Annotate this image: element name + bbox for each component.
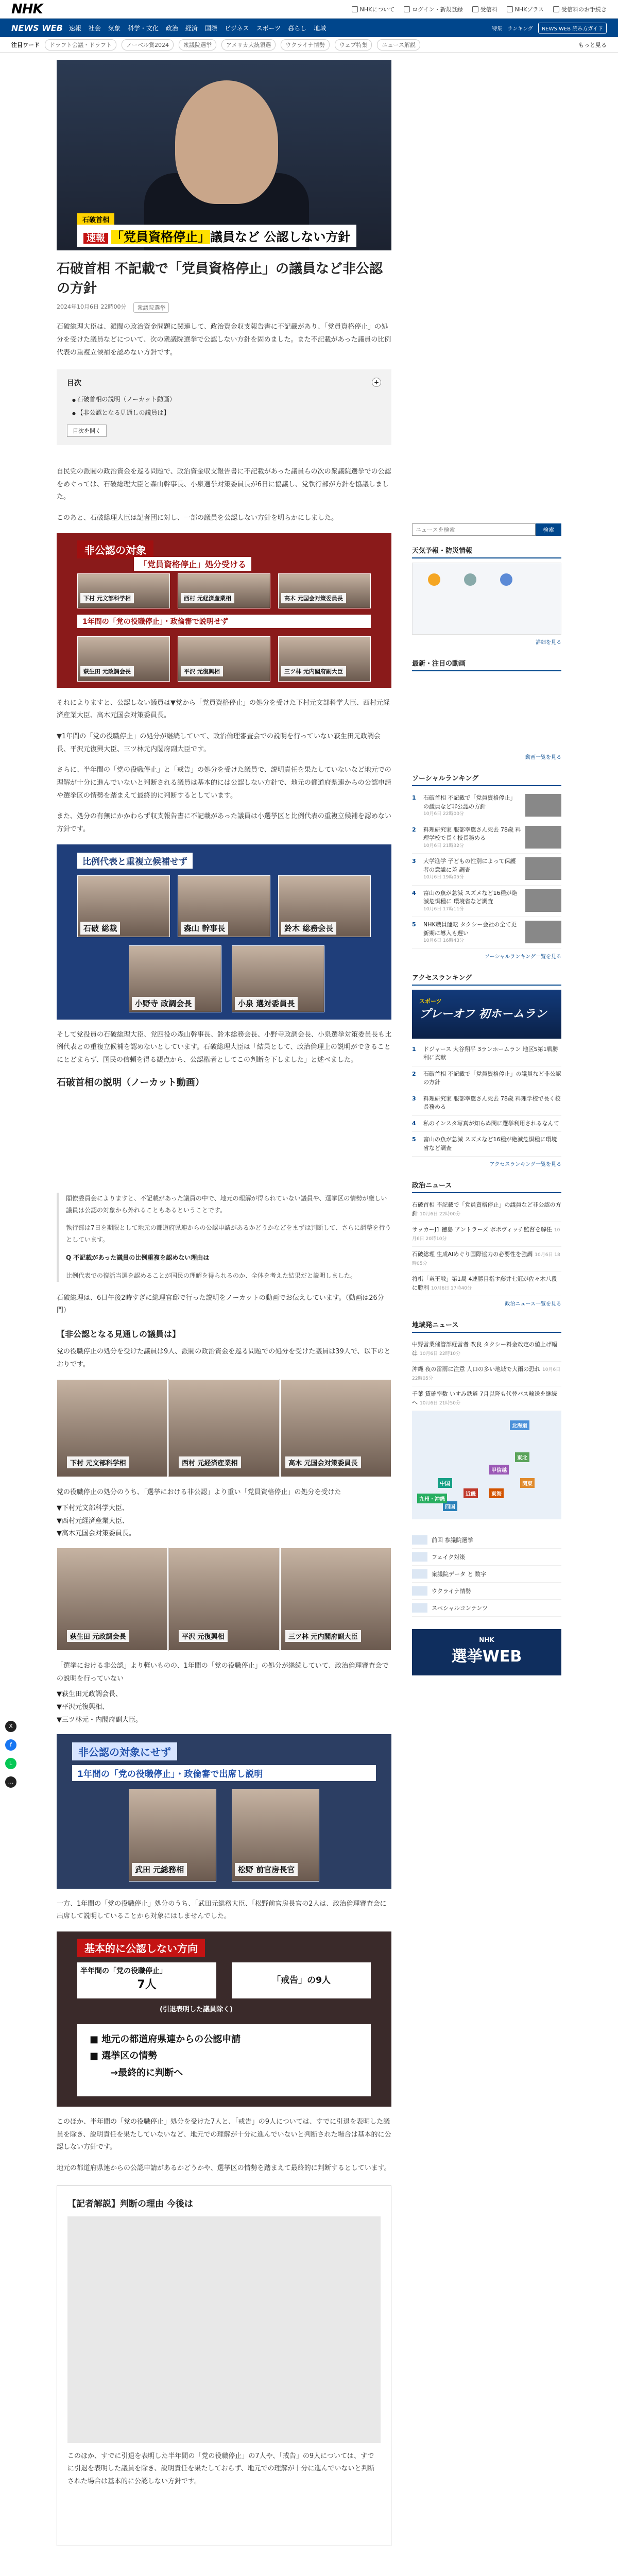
nav-item[interactable]: 地域 (314, 24, 327, 32)
map-region[interactable]: 四国 (443, 1501, 457, 1511)
policy-box-left: 半年間の「党の役職停止」 7人 (77, 1962, 216, 1998)
paragraph: このほか、半年間の「党の役職停止」処分を受けた7人と、「戒告」の9人については、すでに引退を表明した議員を除き、説明責任を果たしていないなど、地元での理解が十分に進んでいないと判断された場合は基本的に公認しない方針です。 (57, 2117, 391, 2151)
ranking-item[interactable]: 1 石破首相 不記載で「党員資格停止」の議員など非公認の方針 10月6日 22時00分 (412, 790, 561, 822)
link-icon (412, 1603, 427, 1613)
header-link-fee[interactable]: 受信料 (472, 5, 497, 13)
map-region[interactable]: 東北 (515, 1452, 529, 1462)
main-nav (0, 19, 618, 37)
paragraph: 「選挙における非公認」より軽いものの、1年間の「党の役職停止」の処分が継続していて、政治倫理審査会での説明を行っていない (57, 1662, 389, 1683)
graphic-subtitle: 「党員資格停止」処分受ける (134, 557, 251, 571)
ranking-item[interactable]: 3 料理研究家 服部幸應さん死去 78歳 料理学校で長く校長務める (412, 1091, 561, 1116)
news-item[interactable]: 千葉 賃確率数 いすみ鉄道 7月以降も代替バス輸送を継続へ 10月6日 21時50分 (412, 1386, 561, 1411)
article-date: 2024年10月6日 22時00分 (57, 303, 127, 311)
list-item: ▼西村元経済産業大臣、 (57, 1517, 129, 1525)
politics-news (412, 1180, 561, 1307)
section-heading: アクセスランキング (412, 972, 561, 986)
access-banner[interactable]: スポーツ プレーオフ 初ホームラン (412, 990, 561, 1039)
special-link[interactable]: 衆議院データ と 数字 (412, 1566, 561, 1583)
hero-caption-small: 石破首相 (77, 213, 114, 225)
video-player[interactable] (57, 1097, 391, 1184)
graphic-title: 非公認の対象にせず (72, 1742, 177, 1760)
special-link[interactable]: スペシャルコンテンツ (412, 1600, 561, 1617)
sidebar (412, 60, 561, 2546)
video-list (412, 675, 561, 753)
name-label: 下村 元文部科学相 (67, 1456, 129, 1468)
name-label: 武田 元総務相 (132, 1863, 187, 1876)
thumbnail (525, 889, 561, 912)
photo-group (57, 1548, 391, 1651)
quote-text: 閣僚委員会によりますと、不記載があった議員の中で、地元の理解が得られていない議員や、選挙区の情勢が厳しい議員は公認の対象から外れることもあるということです。 (66, 1194, 387, 1214)
nav-item[interactable]: 経済 (185, 24, 198, 32)
paragraph: 石破総理大臣は、派閥の政治資金問題に関連して、政治資金収支報告書に不記載があり、「党員資格停止」の処分を受けた議員などについて、次の衆議院選挙で公認しない方針を固めました。また不記載があった議員の比例代表の重複立候補を認めない方針です。 (57, 323, 391, 357)
ranking-item[interactable]: 5 NHK職員運転 タクシー会社の全て更新期に導入も遅い 10月6日 16時43分 (412, 917, 561, 949)
info-icon (352, 6, 358, 12)
thumbnail (525, 921, 561, 943)
access-ranking (412, 972, 561, 1168)
map-region[interactable]: 関東 (520, 1478, 535, 1488)
quote-block (57, 1193, 391, 1282)
hero-image (57, 60, 391, 250)
play-icon (507, 6, 513, 12)
name-label: 森山 幹事長 (181, 922, 228, 935)
special-link[interactable]: ウクライナ情勢 (412, 1583, 561, 1600)
trend-tag[interactable]: ドラフト会議・ドラフト (45, 39, 116, 50)
special-link[interactable]: フェイク対策 (412, 1549, 561, 1566)
more-link[interactable]: アクセスランキング一覧を見る (489, 1162, 561, 1167)
nav-right (492, 23, 607, 33)
quote-text: 執行部は7日を期限として地元の都道府県連からの公認申請があるかどうかなどをまずは判断して、さらに調整を行うとしています。 (66, 1224, 391, 1244)
section-heading: 【非公認となる見通しの議員は】 (57, 1329, 181, 1339)
nav-item[interactable]: 国際 (204, 24, 217, 32)
more-link[interactable]: 動画一覧を見る (525, 755, 561, 760)
name-label: 鈴木 総務会長 (281, 922, 336, 935)
paragraph: 石破総理は、6日午後2時すぎに総理官邸で行った説明をノーカットの動画でお伝えしています。（動画は26分間） (57, 1294, 384, 1315)
search-button[interactable]: 検索 (536, 523, 561, 536)
top-header (0, 0, 618, 19)
map-region[interactable]: 東海 (489, 1488, 504, 1498)
nav-item[interactable]: ビジネス (224, 24, 249, 32)
header-link-login[interactable]: ログイン・新規登録 (404, 5, 462, 13)
latest-video-section (412, 658, 561, 760)
toc-item[interactable]: ● 【非公認となる見通しの議員は】 (72, 406, 381, 419)
trend-more[interactable]: もっと見る (578, 41, 607, 48)
ranking-item[interactable]: 2 石破首相 不記載で「党員資格停止」の議員など非公認の方針 (412, 1066, 561, 1091)
trend-bar (0, 37, 618, 53)
paragraph: さらに、半年間の「党の役職停止」と「戒告」の処分を受けた議員で、説明責任を果たしていないなど地元での理解が十分に進んでいないと判断される議員は基本的には公認しない方針で、地元の都道府県連からの公認申請や選挙区の情勢を踏まえて最終的に判断するとしています。 (57, 766, 391, 800)
weather-widget[interactable] (412, 563, 561, 635)
graphic-duplicate (57, 844, 391, 1020)
name-label: 平沢 元復興相 (181, 666, 223, 676)
nav-item[interactable]: スポーツ (256, 24, 281, 32)
map-region[interactable]: 九州・沖縄 (417, 1494, 447, 1503)
nav-item[interactable]: 社会 (88, 24, 101, 32)
nav-special[interactable]: 特集 (492, 26, 503, 32)
name-label: 三ツ林 元内閣府副大臣 (281, 666, 346, 676)
article-title: 石破首相 不記載で「党員資格停止」の議員など非公認の方針 (57, 261, 383, 296)
list-item: ▼下村元文部科学大臣、 (57, 1504, 129, 1513)
list-item: ▼萩生田元政調会長、 (57, 1690, 122, 1699)
paragraph: 一方、1年間の「党の役職停止」処分のうち、「武田元総務大臣、「松野前官房長官の2人は、政治倫理審査会に出席して説明していることから対象にはしませんでした。 (57, 1900, 387, 1921)
paragraph: 党の役職停止の処分のうち、「選挙における非公認」より重い「党員資格停止」の処分を受けた (57, 1488, 341, 1497)
special-link[interactable]: 前回 参議院選挙 (412, 1532, 561, 1549)
ranking-item[interactable]: 1 ドジャース 大谷翔平 3ランホームラン 地区S第1戦勝利に貢献 (412, 1042, 561, 1066)
header-link-procedure[interactable]: 受信料のお手続き (553, 5, 607, 13)
ranking-item[interactable]: 4 私のインスタ写真が知らぬ間に選挙利用されるなんて (412, 1116, 561, 1132)
more-link[interactable]: 詳細を見る (536, 640, 561, 646)
graphic-title: 非公認の対象 (77, 540, 153, 558)
trend-tag[interactable]: 衆議院選挙 (179, 39, 216, 50)
name-label: 高木 元国会対策委員長 (285, 1456, 361, 1468)
graphic-policy (57, 1931, 391, 2107)
plus-icon[interactable]: + (372, 378, 381, 387)
trend-tag[interactable]: アメリカ大統領選 (221, 39, 276, 50)
paragraph: それによりますと、公認しない議員は▼党から「党員資格停止」の処分を受けた下村元文部科学大臣、西村元経済産業大臣、高木元国会対策委員長。 (57, 699, 390, 720)
cloud-icon (464, 573, 476, 586)
line-share-icon[interactable]: L (5, 1758, 16, 1769)
paragraph: 自民党の派閥の政治資金を巡る問題で、政治資金収支報告書に不記載があった議員らの次の衆議院選挙での公認をめぐっては、石破総理大臣と森山幹事長、小泉選挙対策委員長が6日に協議し、党執行部が方針を協議しました。 (57, 467, 391, 501)
user-icon (404, 6, 410, 12)
link-icon (412, 1586, 427, 1596)
news-item[interactable]: 石破首相 不記載で「党員資格停止」の議員など非公認の方針 10月6日 22時00分 (412, 1197, 561, 1222)
more-link[interactable]: 政治ニュース一覧を見る (505, 1301, 561, 1307)
ranking-item[interactable]: 3 大学進学 子どもの性別によって保護者の意識に差 調査 10月6日 19時05分 (412, 854, 561, 886)
social-ranking (412, 773, 561, 960)
nav-item[interactable]: 速報 (68, 24, 81, 32)
link-icon (412, 1535, 427, 1545)
x-share-icon[interactable]: X (5, 1721, 16, 1732)
graphic-not-target (57, 1734, 391, 1889)
sun-icon (428, 573, 440, 586)
trend-tag[interactable]: ウクライナ情勢 (281, 39, 330, 50)
nav-guide[interactable]: NEWS WEB 読み方ガイド (538, 23, 607, 33)
section-heading: 地域発ニュース (412, 1319, 561, 1333)
policy-criteria: ■ 地元の都道府県連からの公認申請 ■ 選挙区の情勢 →最終的に判断へ (77, 2024, 371, 2096)
article (57, 60, 391, 2546)
trend-tag[interactable]: ノーベル賞2024 (122, 39, 174, 50)
list-item: ▼平沢元復興相、 (57, 1703, 109, 1711)
news-item[interactable]: 石破総理 生成AIめぐり国際協力の必要性を強調 10月6日 18時05分 (412, 1247, 561, 1272)
nav-item[interactable]: 政治 (165, 24, 178, 32)
graphic-note: (引退表明した議員除く) (160, 2005, 233, 2013)
nav-item[interactable]: 気象 (108, 24, 121, 32)
header-link-plus[interactable]: NHKプラス (507, 5, 544, 13)
election-banner[interactable]: NHK 選挙WEB (412, 1629, 561, 1675)
name-label: 松野 前官房長官 (235, 1863, 298, 1876)
map-region[interactable]: 近畿 (464, 1488, 478, 1498)
list-item: ▼高木元国会対策委員長。 (57, 1530, 135, 1538)
ranking-item[interactable]: 5 富山の魚が急減 スズメなど16種が絶滅危惧種に環境省など調査 (412, 1132, 561, 1157)
article-tag[interactable]: 衆議院選挙 (133, 302, 169, 313)
japan-map (412, 1411, 561, 1519)
newsweb-logo[interactable]: NEWS WEB (11, 23, 63, 33)
list-item: ▼三ツ林元・内閣府副大臣。 (57, 1716, 142, 1724)
quote-question: Q 不記載があった議員の比例重複を認めない理由は (66, 1254, 210, 1261)
name-list (57, 1688, 391, 1726)
section-heading: 天気予報・防災情報 (412, 545, 561, 558)
table-of-contents (57, 369, 391, 445)
weather-section (412, 545, 561, 646)
toc-open-button[interactable]: 目次を開く (67, 425, 107, 437)
policy-box-right: 「戒告」の9人 (232, 1962, 371, 1998)
section-heading: 政治ニュース (412, 1180, 561, 1193)
facebook-share-icon[interactable]: f (5, 1739, 16, 1751)
ranking-item[interactable]: 4 富山の魚が急減 スズメなど16種が絶滅危惧種に 環境省など調査 10月6日 17時11分 (412, 886, 561, 918)
news-item[interactable]: サッカーJ1 徳島 アントラーズ ポポヴィッチ監督を解任 10月6日 20時10分 (412, 1222, 561, 1247)
quote-text: 比例代表での復活当選を認めることが国民の理解を得られるのか、全体を考えた結果だと説明しました。 (66, 1272, 357, 1279)
graphic-banner: 比例代表と重複立候補せず (77, 853, 193, 869)
news-item[interactable]: 沖縄 夜の雷雨に注意 人口の多い地域で大雨の恐れ 10月6日 22時05分 (412, 1362, 561, 1386)
photo-group (57, 1379, 391, 1477)
news-item[interactable]: 中野営業催管部経営者 改良 タクシー料金改定の値上げ幅は 10月6日 22時10分 (412, 1337, 561, 1362)
more-share-icon[interactable]: … (5, 1776, 16, 1788)
graphic-banner: 1年間の「党の役職停止」・政倫審で出席し説明 (72, 1765, 376, 1781)
doc-icon (553, 6, 559, 12)
trend-tag[interactable]: ウェブ特集 (335, 39, 372, 50)
paragraph: 地元の都道府県連からの公認申請があるかどうかや、選挙区の情勢を踏まえて最終的に判断するとしています。 (57, 2164, 391, 2172)
name-label: 小野寺 政調会長 (132, 997, 195, 1010)
map-region[interactable]: 北海道 (510, 1420, 529, 1430)
news-item[interactable]: 将棋「竜王戦」第1局 4連勝目指す藤井七冠が佐々木八段に勝利 10月6日 17時40分 (412, 1272, 561, 1296)
name-label: 小泉 選対委員長 (235, 997, 298, 1010)
special-links (412, 1532, 561, 1617)
paragraph: 党の役職停止の処分を受けた議員は9人、派閥の政治資金を巡る問題での処分を受けた議員は39人で、以下のとおりです。 (57, 1347, 391, 1368)
name-label: 萩生田 元政調会長 (67, 1630, 129, 1642)
section-heading: 石破首相の説明（ノーカット動画） (57, 1077, 204, 1088)
name-label: 石破 総裁 (80, 922, 120, 935)
local-news (412, 1319, 561, 1519)
name-label: 平沢 元復興相 (179, 1630, 228, 1642)
name-list (57, 1502, 391, 1540)
map-region[interactable]: 甲信越 (489, 1465, 509, 1475)
trend-tag[interactable]: ニュース解説 (377, 39, 420, 50)
article-meta (57, 302, 391, 313)
share-bar (5, 1721, 16, 1788)
paragraph: そして党役員の石破総理大臣、党四役の森山幹事長、鈴木総務会長、小野寺政調会長、小泉選挙対策委員長も比例代表との重複立候補を認めないとしています。石破総理大臣は「結果として、政治倫理上の説明ができることにとどまらず、国民の信頼を得る観点から、公認権者としてこの判断を下しました」と述べました。 (57, 1030, 392, 1064)
link-icon (412, 1569, 427, 1579)
more-link[interactable]: ソーシャルランキング一覧を見る (484, 954, 561, 960)
nav-item[interactable]: 暮らし (288, 24, 307, 32)
nhk-logo[interactable]: NHK (11, 1, 43, 17)
name-label: 萩生田 元政調会長 (80, 666, 134, 676)
hero-caption: 速報 「党員資格停止」議員など 公認しない方針 (77, 225, 356, 247)
search-box (412, 523, 561, 536)
rain-icon (500, 573, 512, 586)
nav-items (69, 24, 326, 32)
commentary-video[interactable] (67, 2216, 381, 2443)
toc-heading: 目次 (67, 379, 81, 388)
yen-icon (472, 6, 478, 12)
link-icon (412, 1552, 427, 1562)
thumbnail (525, 794, 561, 817)
thumbnail (525, 826, 561, 849)
section-heading: 最新・注目の動画 (412, 658, 561, 671)
search-input[interactable] (412, 523, 536, 536)
section-heading: ソーシャルランキング (412, 773, 561, 786)
paragraph: また、処分の有無にかかわらず収支報告書に不記載があった議員は小選挙区と比例代表の重複立候補を認めない方針です。 (57, 812, 391, 834)
name-label: 西村 元経済産業相 (181, 593, 234, 603)
trend-label: 注目ワード (11, 41, 40, 48)
name-label: 三ツ林 元内閣府副大臣 (285, 1630, 361, 1642)
name-label: 下村 元文部科学相 (80, 593, 134, 603)
portrait (175, 80, 278, 204)
paragraph: ▼1年間の「党の役職停止」の処分が継続していて、政治倫理審査会での説明を行っていない萩生田元政調会長、平沢元復興大臣、三ツ林元内閣府副大臣です。 (57, 732, 381, 753)
commentary-title: 【記者解説】判断の理由 今後は (67, 2198, 193, 2209)
ranking-item[interactable]: 2 料理研究家 服部幸應さん死去 78歳 料理学校で長く校長務める 10月6日 21時32分 (412, 822, 561, 854)
nav-item[interactable]: 科学・文化 (127, 24, 159, 32)
graphic-title: 基本的に公認しない方向 (77, 1939, 205, 1957)
name-label: 西村 元経済産業相 (179, 1456, 241, 1468)
map-region[interactable]: 中国 (438, 1478, 452, 1488)
header-links (352, 5, 607, 13)
header-link-about[interactable]: NHKについて (352, 5, 395, 13)
nav-ranking[interactable]: ランキング (507, 26, 533, 32)
toc-item[interactable]: ● 石破首相の説明（ノーカット動画） (72, 393, 381, 406)
reporter-commentary (57, 2185, 391, 2546)
name-label: 高木 元国会対策委員長 (281, 593, 346, 603)
paragraph: このほか、すでに引退を表明した半年間の「党の役職停止」の7人や、「戒告」の9人については、すでに引退を表明した議員を除き、説明責任を果たしておらず、地元での理解が十分に進んでいないと判断された場合は基本的に公認しない方針です。 (67, 2452, 375, 2486)
paragraph: このあと、石破総理大臣は記者団に対し、一部の議員を公認しない方針を明らかにしました。 (57, 514, 338, 522)
graphic-banner: 1年間の「党の役職停止」・政倫審で説明せず (77, 615, 371, 628)
thumbnail (525, 857, 561, 880)
graphic-noncertified (57, 533, 391, 688)
